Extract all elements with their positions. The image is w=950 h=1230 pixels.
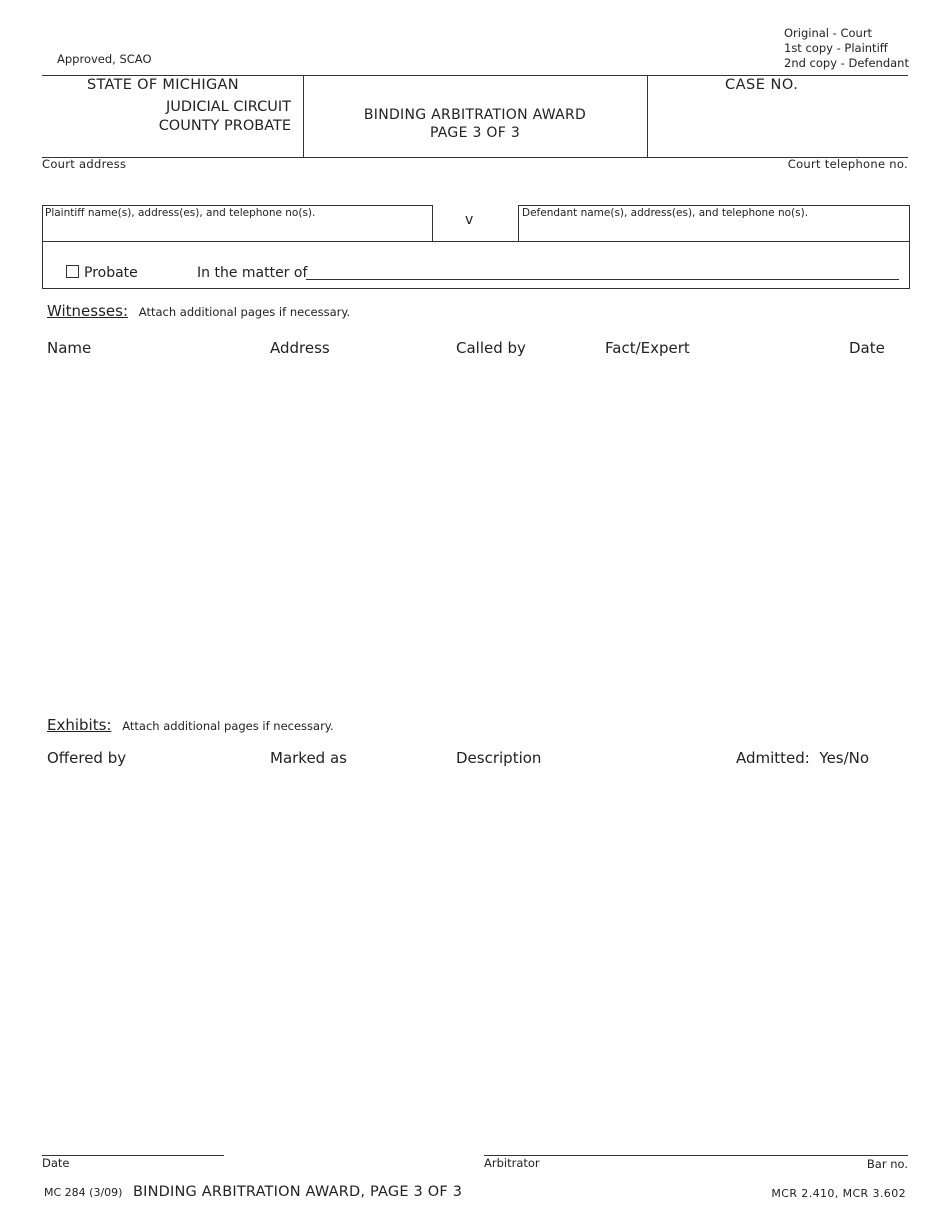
- witness-col-called-by: Called by: [456, 339, 526, 357]
- plaintiff-field[interactable]: [42, 205, 433, 242]
- form-number: MC 284 (3/09): [44, 1186, 123, 1199]
- defendant-field[interactable]: [518, 205, 910, 242]
- header-top-rule: [42, 75, 908, 76]
- court-type: [100, 98, 291, 136]
- exhibit-col-admitted: Admitted: Yes/No: [736, 749, 870, 767]
- exhibit-col-offered-by: Offered by: [47, 749, 127, 767]
- form-page: PAGE 3 OF 3: [429, 125, 521, 141]
- court-address-label: Court address: [42, 157, 127, 171]
- defendant-label: Defendant name(s), address(es), and telephone no(s).: [522, 207, 809, 219]
- probate-label: Probate: [84, 265, 138, 281]
- header-divider-right: [647, 75, 648, 157]
- matter-input[interactable]: [306, 262, 899, 280]
- arbitrator-signature-line[interactable]: [484, 1140, 908, 1156]
- court-line-1: JUDICIAL CIRCUIT: [166, 99, 291, 115]
- witnesses-heading: [47, 302, 350, 320]
- probate-checkbox[interactable]: [66, 265, 79, 278]
- witnesses-title: Witnesses:: [47, 302, 129, 320]
- witnesses-note: Attach additional pages if necessary.: [138, 305, 351, 319]
- form-title-block: [303, 106, 647, 142]
- exhibits-entry-area[interactable]: [42, 775, 908, 1135]
- exhibit-col-description: Description: [456, 749, 542, 767]
- witnesses-entry-area[interactable]: [42, 365, 908, 700]
- exhibits-title: Exhibits:: [47, 716, 112, 734]
- matter-label: In the matter of: [197, 265, 308, 281]
- witness-col-date: Date: [849, 339, 885, 357]
- date-label: Date: [42, 1156, 70, 1170]
- case-no-label: CASE NO.: [725, 77, 799, 93]
- copy-second: 2nd copy - Defendant: [784, 56, 909, 70]
- court-phone-label: Court telephone no.: [787, 157, 908, 171]
- plaintiff-label: Plaintiff name(s), address(es), and telephone no(s).: [45, 207, 316, 219]
- witness-col-address: Address: [270, 339, 330, 357]
- copy-distribution: [784, 26, 909, 71]
- exhibits-heading: [47, 716, 334, 734]
- versus-label: v: [465, 212, 474, 228]
- state-label: STATE OF MICHIGAN: [87, 77, 239, 93]
- case-no-field[interactable]: [660, 98, 900, 150]
- bar-no-label: Bar no.: [866, 1157, 908, 1171]
- exhibits-note: Attach additional pages if necessary.: [122, 719, 334, 733]
- approved-label: Approved, SCAO: [57, 52, 152, 66]
- footer-form-title: BINDING ARBITRATION AWARD, PAGE 3 OF 3: [133, 1184, 463, 1200]
- header-bottom-rule: [42, 157, 908, 158]
- copy-first: 1st copy - Plaintiff: [784, 41, 888, 55]
- form-title: BINDING ARBITRATION AWARD: [363, 107, 587, 123]
- witness-col-fact-expert: Fact/Expert: [605, 339, 690, 357]
- copy-original: Original - Court: [784, 26, 873, 40]
- court-line-2: COUNTY PROBATE: [158, 118, 291, 134]
- rule-references: MCR 2.410, MCR 3.602: [771, 1187, 906, 1200]
- arbitrator-label: Arbitrator: [484, 1156, 540, 1170]
- witness-col-name: Name: [47, 339, 92, 357]
- date-signature-line[interactable]: [42, 1140, 224, 1156]
- exhibit-col-marked-as: Marked as: [270, 749, 347, 767]
